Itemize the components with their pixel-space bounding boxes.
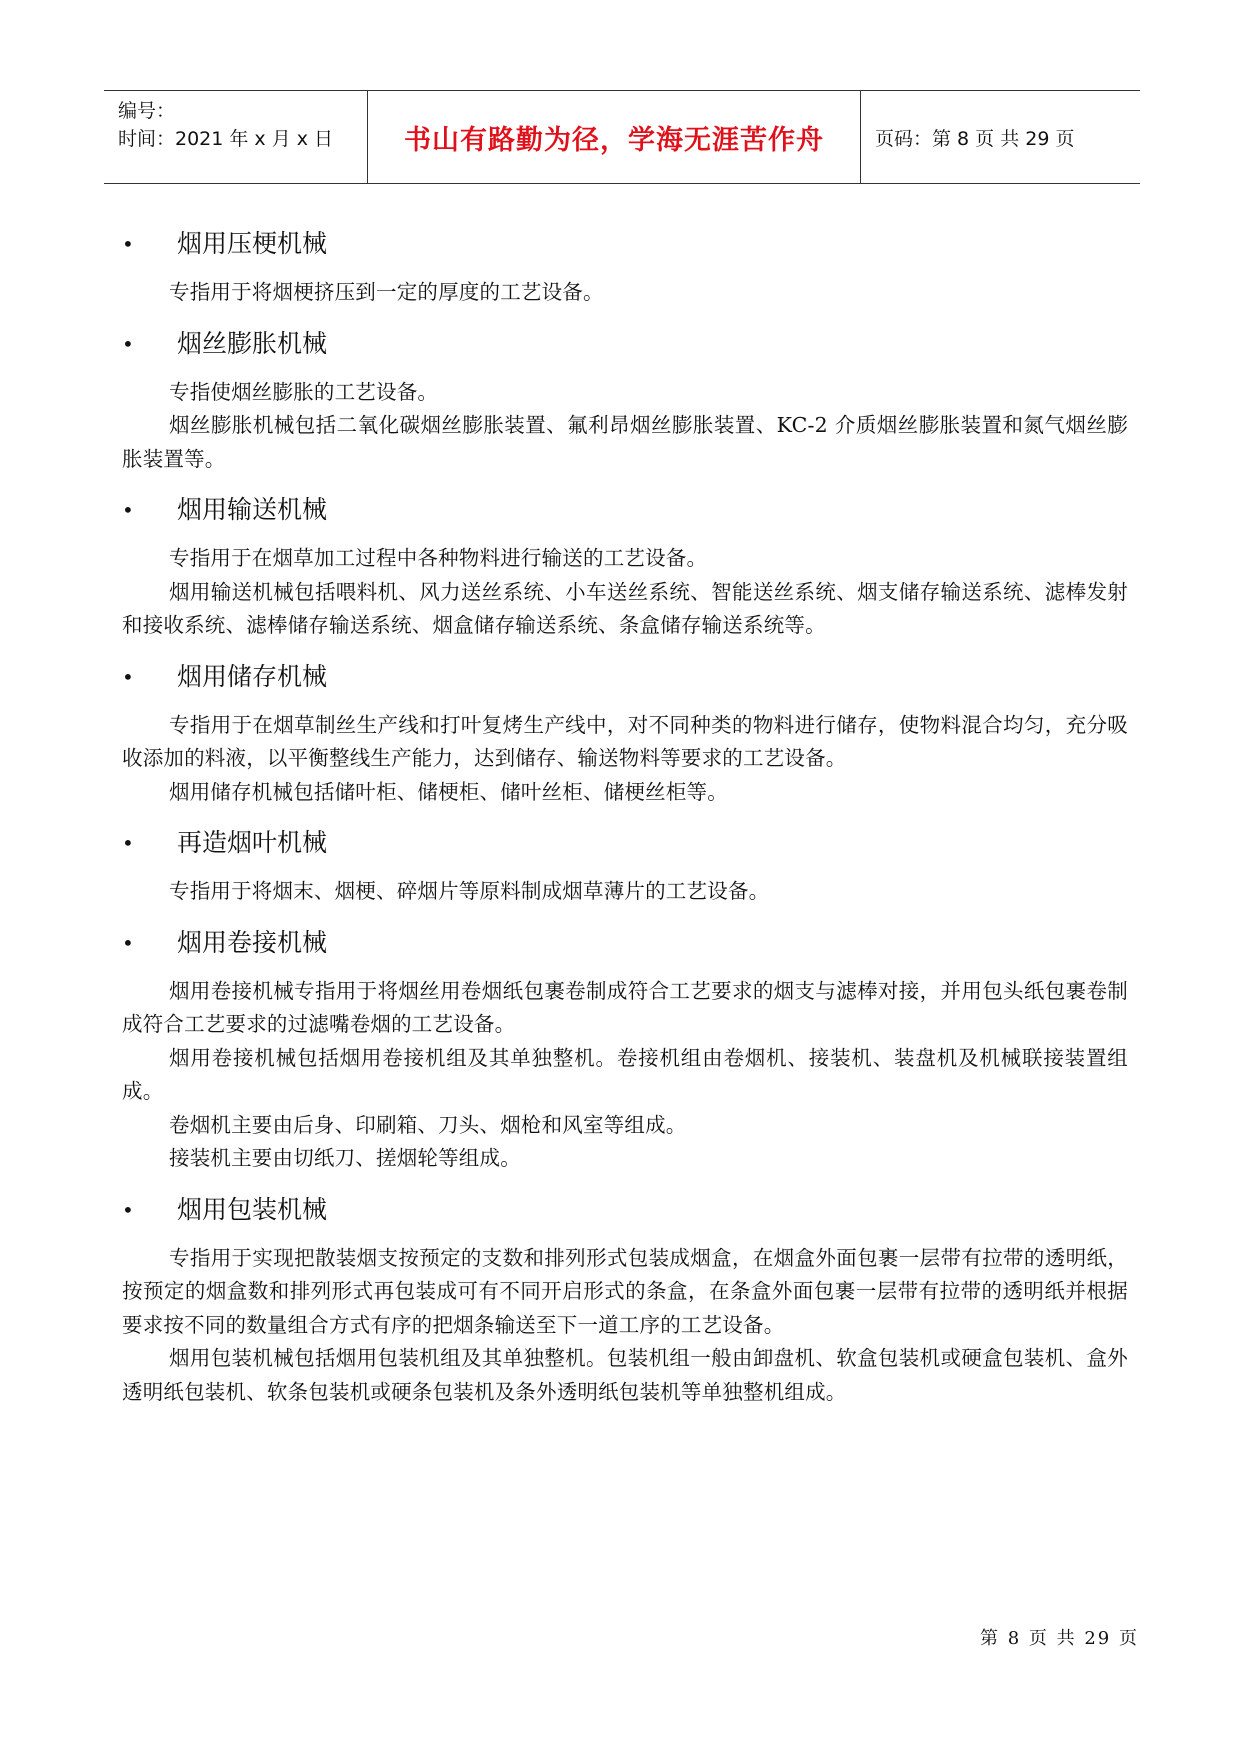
- body-paragraph: 烟用输送机械包括喂料机、风力送丝系统、小车送丝系统、智能送丝系统、烟支储存输送系统、滤棒发射和接收系统、滤棒储存输送系统、烟盒储存输送系统、条盒储存输送系统等。: [122, 579, 1128, 637]
- header-meta: [104, 91, 368, 183]
- section-heading: [122, 923, 1128, 963]
- bullet-icon: •: [122, 831, 134, 855]
- body-paragraph: 烟用包装机械包括烟用包装机组及其单独整机。包装机组一般由卸盘机、软盒包装机或硬盒包装机、盒外透明纸包装机、软条包装机或硬条包装机及条外透明纸包装机等单独整机组成。: [122, 1346, 1128, 1404]
- body-paragraph: 专指用于将烟梗挤压到一定的厚度的工艺设备。: [169, 280, 604, 304]
- doc-number-label: 编号：: [118, 100, 176, 122]
- section-heading: [122, 490, 1128, 530]
- page-header: [104, 90, 1140, 184]
- body-paragraph: 专指用于在烟草加工过程中各种物料进行输送的工艺设备。: [169, 546, 708, 570]
- body-paragraph: 接装机主要由切纸刀、搓烟轮等组成。: [169, 1146, 521, 1170]
- page-footer: 第 8 页 共 29 页: [980, 1628, 1139, 1649]
- body-paragraph: 卷烟机主要由后身、印刷箱、刀头、烟枪和风室等组成。: [169, 1112, 687, 1137]
- body-paragraph: 烟丝膨胀机械包括二氧化碳烟丝膨胀装置、氟利昂烟丝膨胀装置、KC-2 介质烟丝膨胀装置和氮气烟丝膨胀装置等。: [122, 413, 1128, 471]
- bullet-icon: •: [122, 930, 134, 955]
- doc-time-label: 时间：2021 年 x 月 x 日: [118, 128, 334, 150]
- section-heading: [122, 324, 1128, 364]
- bullet-icon: •: [122, 331, 134, 356]
- section-title: 再造烟叶机械: [177, 828, 328, 857]
- document-body: [122, 218, 1128, 1409]
- section-title: 烟用卷接机械: [177, 927, 328, 957]
- bullet-icon: •: [122, 232, 134, 256]
- section-heading: [122, 1190, 1128, 1230]
- section-heading: [122, 224, 1128, 264]
- header-motto: 书山有路勤为径，学海无涯苦作舟: [368, 91, 861, 183]
- body-paragraph: 烟用卷接机械包括烟用卷接机组及其单独整机。卷接机组由卷烟机、接装机、装盘机及机械联接装置组成。: [122, 1045, 1128, 1103]
- section-heading: [122, 823, 1128, 863]
- section-heading: [122, 657, 1128, 697]
- body-paragraph: 烟用储存机械包括储叶柜、储梗柜、储叶丝柜、储梗丝柜等。: [169, 779, 728, 804]
- bullet-icon: •: [122, 664, 134, 689]
- bullet-icon: •: [122, 1197, 134, 1222]
- body-paragraph: 专指使烟丝膨胀的工艺设备。: [169, 379, 439, 404]
- section-title: 烟用输送机械: [177, 495, 328, 524]
- body-paragraph: 专指用于在烟草制丝生产线和打叶复烤生产线中，对不同种类的物料进行储存，使物料混合均匀，充分吸收添加的料液，以平衡整线生产能力，达到储存、输送物料等要求的工艺设备。: [122, 712, 1128, 770]
- body-paragraph: 烟用卷接机械专指用于将烟丝用卷烟纸包裹卷制成符合工艺要求的烟支与滤棒对接，并用包头纸包裹卷制成符合工艺要求的过滤嘴卷烟的工艺设备。: [122, 978, 1128, 1036]
- body-paragraph: 专指用于实现把散装烟支按预定的支数和排列形式包装成烟盒，在烟盒外面包裹一层带有拉带的透明纸，按预定的烟盒数和排列形式再包装成可有不同开启形式的条盒，在条盒外面包裹一层带有拉带的透明纸并根据要求按不同的数量组合方式有序的把烟条输送至下一道工序的工艺设备。: [122, 1245, 1128, 1337]
- bullet-icon: •: [122, 498, 134, 522]
- section-title: 烟丝膨胀机械: [177, 328, 328, 358]
- body-paragraph: 专指用于将烟末、烟梗、碎烟片等原料制成烟草薄片的工艺设备。: [169, 879, 770, 903]
- section-title: 烟用压梗机械: [177, 229, 328, 258]
- section-title: 烟用包装机械: [177, 1194, 328, 1224]
- section-title: 烟用储存机械: [177, 661, 328, 691]
- header-page-number: 页码：第 8 页 共 29 页: [875, 127, 1075, 150]
